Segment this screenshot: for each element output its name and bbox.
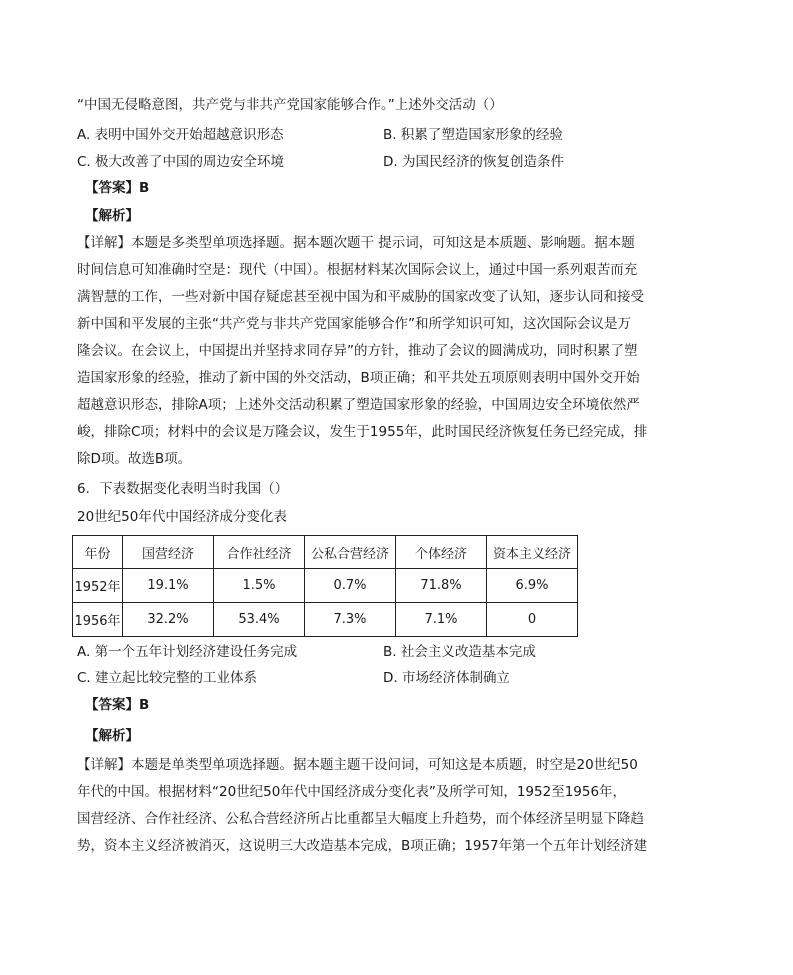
table-cell: 1.5% [214,569,305,603]
table-cell: 32.2% [123,603,214,637]
q6-analysis-label: 【解析】 [85,728,139,744]
q5-explanation-line: 超越意识形态，排除A项；上述外交活动积累了塑造国家形象的经验，中国周边安全环境依然严 [77,397,640,413]
table-header: 个体经济 [396,536,487,569]
q6-option-a: A. 第一个五年计划经济建设任务完成 [77,644,298,660]
q5-explanation-line: 满智慧的工作，一些对新中国存疑虑甚至视中国为和平威胁的国家改变了认知，逐步认同和接受 [77,289,644,305]
q6-table-title: 20世纪50年代中国经济成分变化表 [77,509,287,525]
q5-explanation-line: 时间信息可知准确时空是：现代（中国）。根据材料某次国际会议上，通过中国一系列艰苦而充 [77,262,638,278]
table-header: 合作社经济 [214,536,305,569]
table-cell: 1952年 [73,569,123,603]
table-cell: 7.3% [305,603,396,637]
table-cell: 0 [487,603,578,637]
q6-option-b: B. 社会主义改造基本完成 [383,644,536,660]
table-row [73,603,578,637]
q6-explanation-line: 年代的中国。根据材料“20世纪50年代中国经济成分变化表”及所学可知，1952至1956年， [77,784,627,800]
table-cell: 1956年 [73,603,123,637]
table-header: 年份 [73,536,123,569]
q5-stem-tail: “中国无侵略意图，共产党与非共产党国家能够合作。”上述外交活动（） [77,97,503,113]
q5-explanation-line: 峻，排除C项；材料中的会议是万隆会议，发生于1955年，此时国民经济恢复任务已经完成，排 [77,424,648,440]
table-cell: 0.7% [305,569,396,603]
table-cell: 7.1% [396,603,487,637]
table-header: 国营经济 [123,536,214,569]
q5-explanation-line: 除D项。故选B项。 [77,451,192,467]
q6-option-c: C. 建立起比较完整的工业体系 [77,670,258,686]
q5-option-c: C. 极大改善了中国的周边安全环境 [77,154,285,170]
table-cell: 53.4% [214,603,305,637]
q5-option-a: A. 表明中国外交开始超越意识形态 [77,127,284,143]
table-header: 资本主义经济 [487,536,578,569]
q6-explanation [77,752,677,860]
table-cell: 6.9% [487,569,578,603]
q5-explanation [77,230,677,473]
q5-option-b: B. 积累了塑造国家形象的经验 [383,127,563,143]
table-row [73,569,578,603]
q6-explanation-line: 国营经济、合作社经济、公私合营经济所占比重都呈大幅度上升趋势，而个体经济呈明显下降趋 [77,811,644,827]
q5-explanation-line: 隆会议。在会议上，中国提出并坚持求同存异”的方针，推动了会议的圆满成功，同时积累了塑 [77,343,638,359]
q6-stem: 6．下表数据变化表明当时我国（） [77,481,289,497]
table-header: 公私合营经济 [305,536,396,569]
q5-explanation-line: 【详解】本题是多类型单项选择题。据本题次题干 提示词，可知这是本质题、影响题。据本题 [77,235,635,251]
q6-explanation-line: 势，资本主义经济被消灭，这说明三大改造基本完成，B项正确；1957年第一个五年计划经济建 [77,838,648,854]
q6-explanation-line: 【详解】本题是单类型单项选择题。据本题主题干设问词，可知这是本质题，时空是20世纪50 [77,757,638,773]
economy-table [72,535,578,637]
table-cell: 71.8% [396,569,487,603]
table-header-row [73,536,578,569]
q5-option-d: D. 为国民经济的恢复创造条件 [383,154,564,170]
q5-answer: 【答案】B [85,180,150,196]
q6-option-d: D. 市场经济体制确立 [383,670,510,686]
q5-explanation-line: 新中国和平发展的主张“共产党与非共产党国家能够合作”和所学知识可知，这次国际会议是万 [77,316,631,332]
q5-explanation-line: 造国家形象的经验，推动了新中国的外交活动，B项正确；和平共处五项原则表明中国外交开始 [77,370,640,386]
q5-analysis-label: 【解析】 [85,208,139,224]
table-cell: 19.1% [123,569,214,603]
q6-answer: 【答案】B [85,697,150,713]
